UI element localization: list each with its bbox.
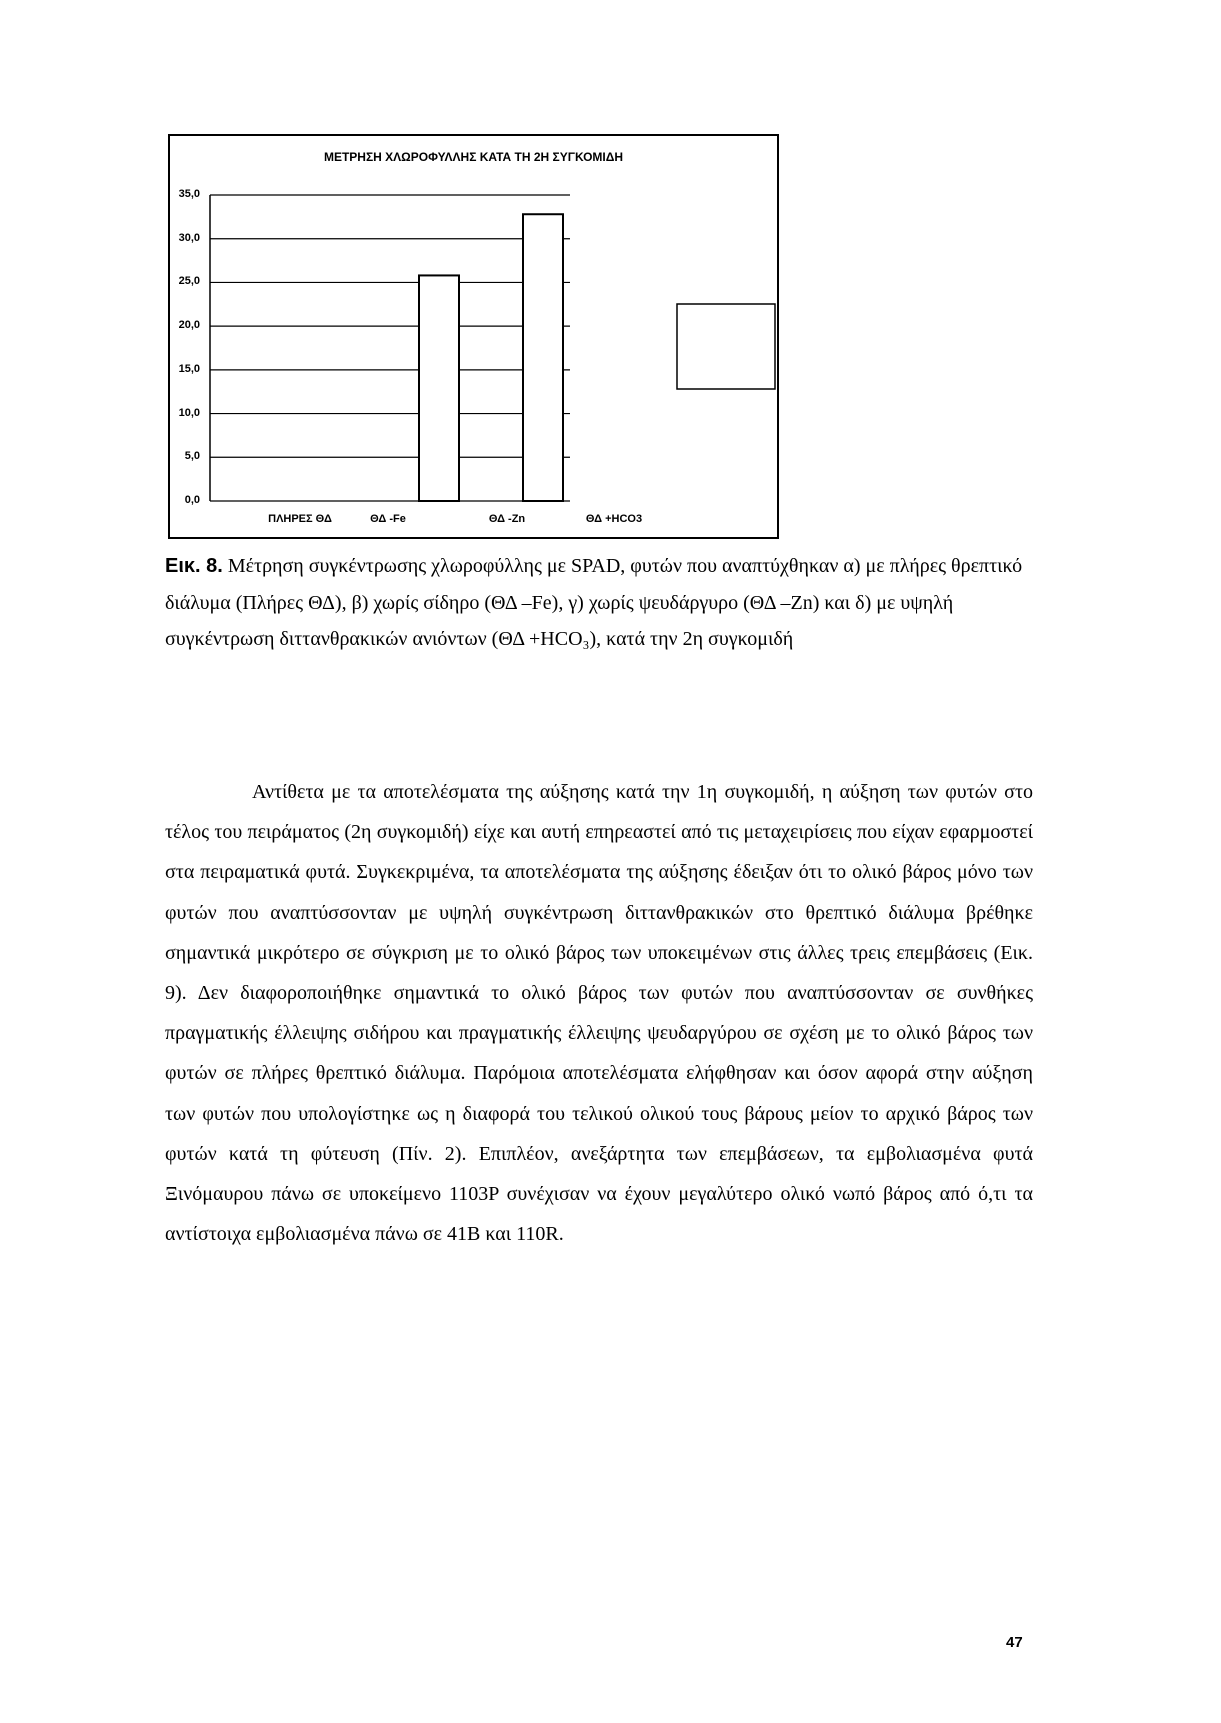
x-tick-label: ΘΔ +HCO3 xyxy=(585,513,643,525)
figure-label: Εικ. 8. xyxy=(165,555,223,577)
page-number: 47 xyxy=(1006,1634,1023,1651)
body-paragraph: Αντίθετα με τα αποτελέσματα της αύξησης κατά την 1η συγκομιδή, η αύξηση των φυτών στο τέλος του πειράματος (2η συγκομιδή) είχε και αυτή επηρεαστεί από τις μεταχειρίσεις που είχαν εφαρμοστεί στα πειραματικά φυτά. Συγκεκριμένα, τα αποτελέσματα της αύξησης έδειξαν ότι το ολικό βάρος μόνο των φυτών που αναπτύσσονταν με υψηλή συγκέντρωση διττανθρακικών στο θρεπτικό διάλυμα βρέθηκε σημαντικά μικρότερο σε σύγκριση με το ολικό βάρος των υποκειμένων στις άλλες τρεις επεμβάσεις (Εικ. 9). Δεν διαφοροποιήθηκε σημαντικά το ολικό βάρος των φυτών που αναπτύσσονταν σε συνθήκες πραγματικής έλλειψης σιδήρου και πραγματικής έλλειψης ψευδαργύρου σε σχέση με το ολικό βάρος των φυτών σε πλήρες θρεπτικό διάλυμα. Παρόμοια αποτελέσματα ελήφθησαν και όσον αφορά στην αύξηση των φυτών που υπολογίστηκε ως η διαφορά του τελικού ολικού τους βάρους μείον το αρχικό βάρος των φυτών κατά τη φύτευση (Πίν. 2). Επιπλέον, ανεξάρτητα των επεμβάσεων, τα εμβολιασμένα φυτά Ξινόμαυρου πάνω σε υποκείμενο 1103P συνέχισαν να έχουν μεγαλύτερο ολικό νωπό βάρος από ό,τι τα αντίστοιχα εμβολιασμένα πάνω σε 41B και 110R. xyxy=(165,781,1033,1246)
figure-caption xyxy=(165,548,1033,658)
y-tick-label: 15,0 xyxy=(178,362,200,375)
y-tick-label: 35,0 xyxy=(178,188,200,200)
legend-box xyxy=(677,304,775,389)
chart-figure xyxy=(168,134,779,539)
y-tick-label: 20,0 xyxy=(178,319,200,332)
x-tick-label: ΘΔ -Fe xyxy=(370,513,406,525)
y-tick-label: 30,0 xyxy=(178,231,200,244)
y-tick-label: 0,0 xyxy=(184,494,200,506)
bar xyxy=(523,214,563,501)
x-tick-label: ΠΛΗΡΕΣ ΘΔ xyxy=(268,513,332,525)
y-tick-label: 25,0 xyxy=(178,275,200,288)
bar xyxy=(419,275,459,501)
chart-plot xyxy=(170,136,777,537)
caption-text: Μέτρηση συγκέντρωσης χλωροφύλλης με SPAD, φυτών που αναπτύχθηκαν α) με πλήρες θρεπτικό διάλυμα (Πλήρες ΘΔ), β) χωρίς σίδηρο (ΘΔ –Fe), γ) χωρίς ψευδάργυρο (ΘΔ –Zn) και δ) με υψηλή συγκέντρωση διττανθρακικών ανιόντων (ΘΔ +HCO₃), κατά την 2η συγκομιδή xyxy=(165,555,1023,650)
y-tick-label: 10,0 xyxy=(178,406,200,419)
chart-title: ΜΕΤΡΗΣΗ ΧΛΩΡΟΦΥΛΛΗΣ ΚΑΤΑ ΤΗ 2Η ΣΥΓΚΟΜΙΔΗ xyxy=(323,150,624,164)
x-tick-label: ΘΔ -Zn xyxy=(488,513,526,525)
y-tick-label: 5,0 xyxy=(184,450,200,463)
